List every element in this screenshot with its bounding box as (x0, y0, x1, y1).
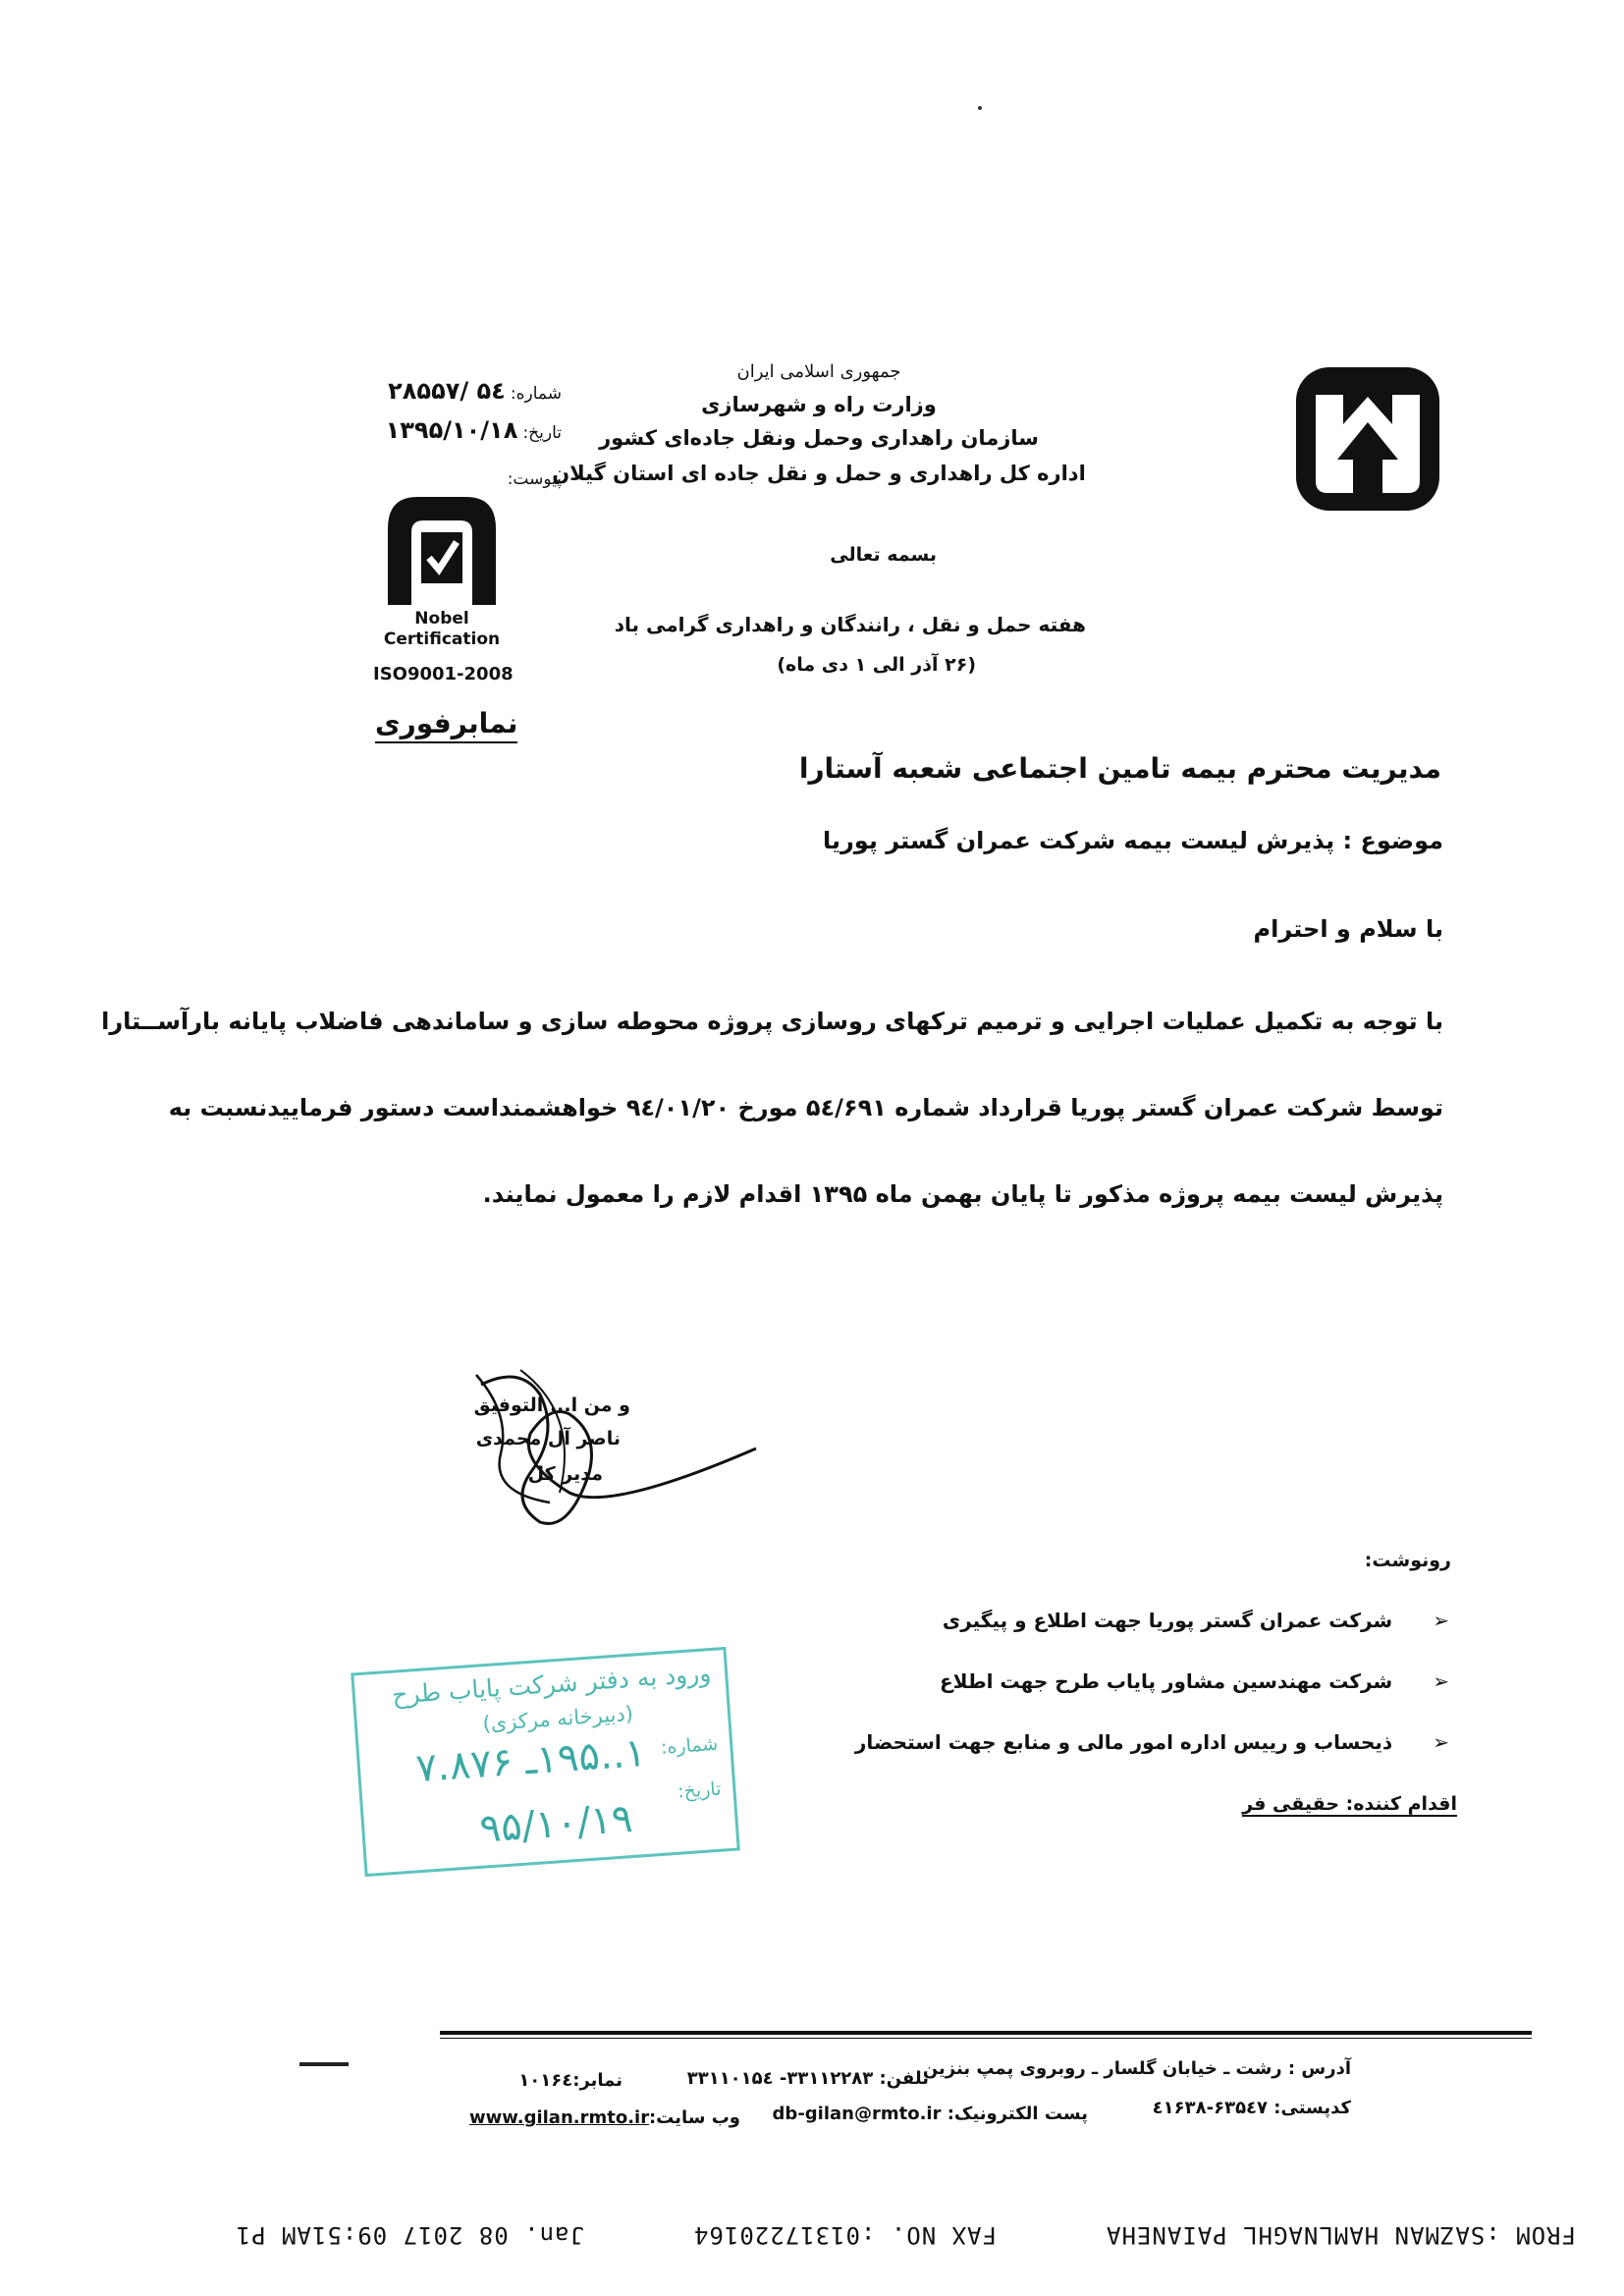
cc-item-text: شرکت عمران گستر پوریا جهت اطلاع و پیگیری (942, 1609, 1393, 1632)
stamp-date-label: تاریخ: (677, 1777, 723, 1803)
footer-website-link[interactable]: www.gilan.rmto.ir (469, 2107, 650, 2128)
header-directorate: اداره کل راهداری و حمل و نقل جاده ای استان گیلان (552, 462, 1086, 485)
fax-from: FROM :SAZMAN HAMLNAGHL PAIANEHA (1106, 2221, 1576, 2249)
certification-logo (378, 489, 506, 605)
signature-closing: و من ا... التوفیق (473, 1394, 630, 1416)
date-label: تاریخ: (522, 423, 562, 443)
cc-item-3 (855, 1730, 1449, 1754)
number-value: ۵٤ /۲۸۵۵۷ (388, 377, 506, 405)
footer-fax: نمابر:۱۰۱۶٤ (518, 2070, 623, 2091)
number-label: شماره: (510, 384, 562, 404)
recipient: مدیریت محترم بیمه تامین اجتماعی شعبه آستارا (798, 752, 1441, 785)
slogan-line1: هفته حمل و نقل ، رانندگان و راهداری گرامی باد (614, 613, 1086, 636)
cc-item-2 (940, 1669, 1449, 1693)
bullet-icon: ➢ (1433, 1609, 1449, 1632)
cc-item-text: ذیحساب و رییس اداره امور مالی و منابع جهت استحضار (854, 1730, 1393, 1754)
greeting: با سلام و احترام (1253, 915, 1443, 943)
slogan-line2: (۲۶ آذر الی ۱ دی ماه) (777, 654, 976, 676)
footer-postal: کدپستی: ۶۳۵٤۷-٤۱۶۳۸ (1152, 2098, 1351, 2118)
fax-number: FAX NO. :01317220164 (693, 2221, 997, 2249)
scan-speck (978, 106, 982, 110)
cert-line2: Certification (383, 629, 501, 649)
fax-datetime: Jan. 08 2017 09:51AM P1 (235, 2221, 584, 2249)
subject: موضوع : پذیرش لیست بیمه شرکت عمران گستر پوریا (822, 827, 1443, 854)
letter-attachment (508, 469, 562, 489)
stamp-date-value: ۹۵/۱۰/۱۹ (478, 1796, 634, 1852)
bullet-icon: ➢ (1433, 1669, 1449, 1693)
header-ministry: وزارت راه و شهرسازی (701, 393, 937, 416)
handwritten-signature (461, 1355, 776, 1542)
header-republic: جمهوری اسلامی ایران (736, 361, 901, 382)
cc-item-text: شرکت مهندسین مشاور پایاب طرح جهت اطلاع (939, 1669, 1393, 1693)
footer-email: پست الکترونیک: db-gilan@rmto.ir (772, 2104, 1088, 2124)
fax-urgent-label: نمابرفوری (375, 707, 517, 743)
body-line-2: توسط شرکت عمران گستر پوریا قرارداد شماره ۵٤/۶۹۱ مورخ ۹٤/۰۱/۲۰ خواهشمنداست دستور فرمایید‌نسبت به (168, 1094, 1443, 1121)
footer-rule (440, 2031, 1532, 2035)
stamp-number-value: ۱..۱۹۵ـ ۷.۸۷۶ (414, 1729, 648, 1792)
stamp-line1: ورود به دفتر شرکت پایاب طرح (391, 1659, 713, 1710)
stamp-number-label: شماره: (660, 1732, 719, 1759)
road-organization-logo (1294, 365, 1441, 513)
header-organization: سازمان راهداری وحمل ونقل جاده‌ای کشور (599, 426, 1039, 450)
cc-item-1 (943, 1609, 1449, 1632)
date-value: ۱۳۹۵/۱۰/۱۸ (385, 416, 518, 444)
footer-phone: تلفن: ۳۳۱۱۲۲۸۳- ۳۳۱۱۰۱۵٤ (686, 2068, 929, 2089)
receipt-stamp (351, 1647, 740, 1877)
cc-heading: رونوشت: (1364, 1550, 1451, 1571)
footer-website-label: وب سایت: (648, 2107, 740, 2128)
bullet-icon: ➢ (1433, 1730, 1449, 1754)
letter-number (388, 377, 562, 405)
letter-date (386, 416, 562, 444)
invocation: بسمه تعالی (830, 544, 937, 566)
signature-name: ناصر آل محمدی (475, 1428, 621, 1449)
footer-address: آدرس : رشت ـ خیابان گلسار ـ روبروی پمپ بنزین (922, 2058, 1351, 2079)
stamp-line2: (دبیرخانه مرکزی) (481, 1701, 634, 1736)
fax-transmission-header (235, 2219, 1576, 2249)
footer-rule-thin (440, 2038, 1532, 2039)
cert-line1: Nobel (414, 609, 469, 629)
footer-dash (299, 2062, 349, 2066)
cert-standard: ISO9001-2008 (373, 664, 514, 684)
signature-title: مدیر کل (527, 1463, 603, 1485)
body-line-1: با توجه به تکمیل عملیات اجرایی و ترمیم ترکهای روسازی پروژه محوطه سازی و ساماندهی فاضلاب پایانه بارآســتارا (101, 1008, 1443, 1035)
action-by: اقدام کننده: حقیقی فر (1242, 1793, 1457, 1815)
body-line-3: پذیرش لیست بیمه پروژه مذکور تا پایان بهمن ماه ۱۳۹۵ اقدام لازم را معمول نمایند. (482, 1180, 1443, 1208)
attachment-label: پیوست: (507, 469, 562, 489)
